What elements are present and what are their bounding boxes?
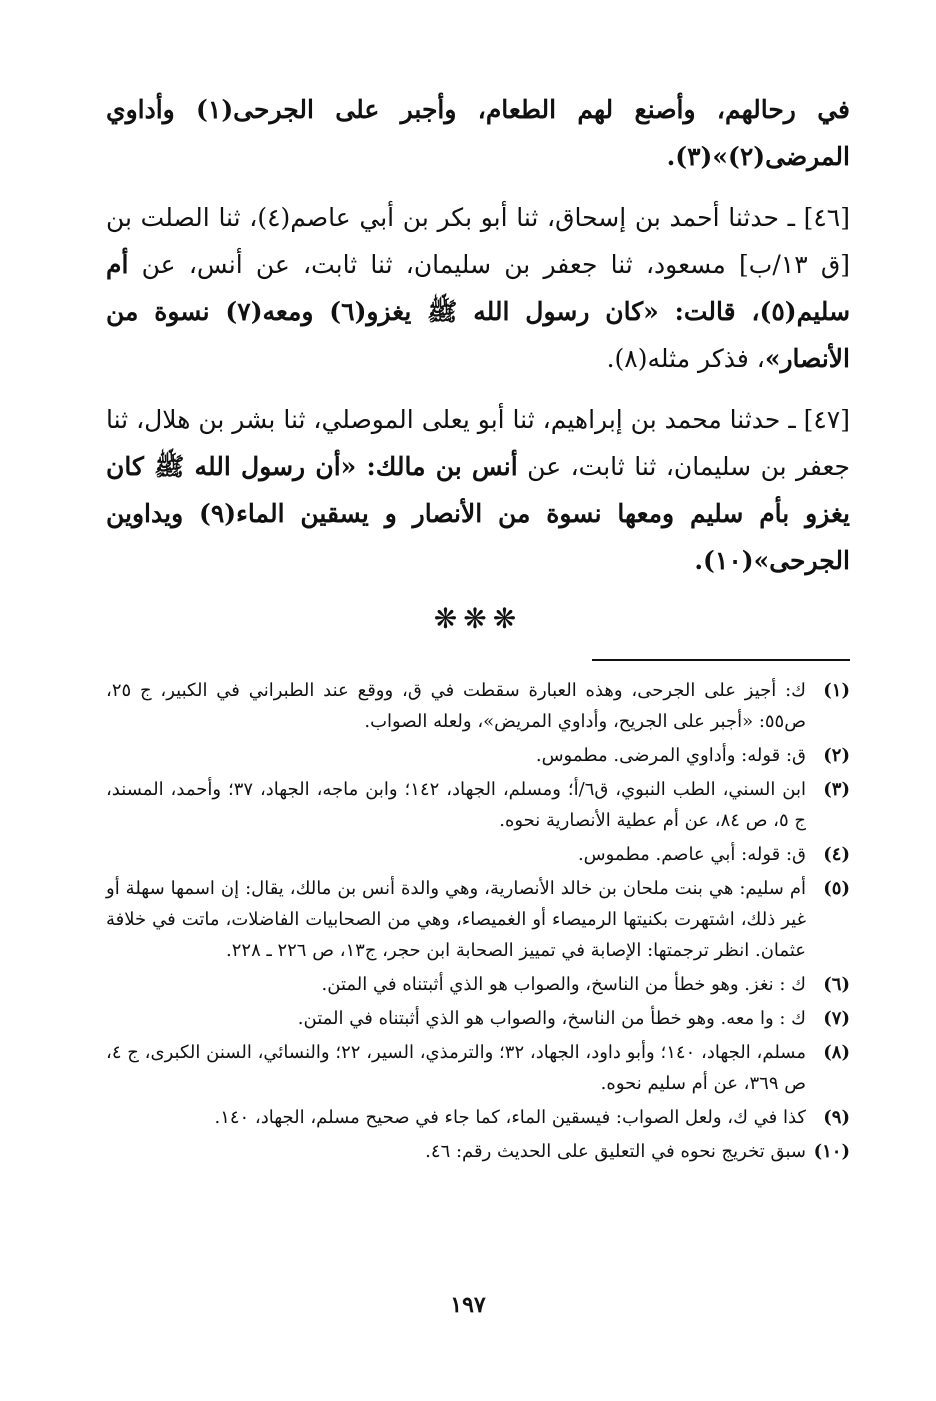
page-number: ١٩٧ (450, 1292, 486, 1318)
paragraph-1-segment-1: في رحالهم، وأصنع لهم الطعام، وأجبر على الجرحى(١) وأداوي المرضى(٢)»(٣). (106, 95, 850, 171)
footnote (106, 969, 850, 1000)
footnote-number: (١٠) (813, 1141, 850, 1162)
hadith-46-segment-3: ، فذكر مثله(٨). (606, 344, 765, 373)
hadith-46 (106, 194, 850, 382)
hadith-47-segment-1: [٤٧] ـ حدثنا محمد بن إبراهيم، ثنا أبو يعلى الموصلي، ثنا بشر بن هلال، ثنا جعفر بن سليمان، ثنا ثابت، عن (106, 405, 851, 481)
footnote (106, 1003, 850, 1034)
footnote-text: ك : وا معه. وهو خطأ من الناسخ، والصواب هو الذي أثبتناه في المتن. (297, 1008, 806, 1029)
footnote (106, 675, 850, 737)
hadith-46-segment-1: [٤٦] ـ حدثنا أحمد بن إسحاق، ثنا أبو بكر بن أبي عاصم(٤)، ثنا الصلت بن [ق ١٣/ب] مسعود، ثنا جعفر بن سليمان، ثنا ثابت، عن أنس، عن (106, 203, 850, 279)
footnote-number: (٣) (823, 779, 850, 800)
footnote-text: كذا في ك، ولعل الصواب: فيسقين الماء، كما جاء في صحيح مسلم، الجهاد، ١٤٠. (214, 1107, 806, 1128)
footnote (106, 1102, 850, 1133)
footnote (106, 1037, 850, 1099)
footnote-text: سبق تخريج نحوه في التعليق على الحديث رقم: ٤٦. (425, 1141, 806, 1162)
footnote-text: ق: قوله: أبي عاصم. مطموس. (577, 844, 806, 865)
hadith-47 (106, 396, 850, 584)
footnote-number: (٥) (823, 878, 850, 899)
footnote-text: أم سليم: هي بنت ملحان بن خالد الأنصارية، وهي والدة أنس بن مالك، يقال: إن اسمها سهلة أو غير ذلك، اشتهرت بكنيتها الرميصاء أو الغميصاء، وهي من الصحابيات الفاضلات، ماتت في خلافة عثمان. انظر ترجمتها: الإصابة في تمييز الصحابة ابن حجر، ج١٣، ص ٢٢٦ ـ ٢٢٨. (106, 878, 806, 961)
footnotes (106, 675, 850, 1167)
footnote-number: (٢) (823, 745, 850, 766)
footnote (106, 839, 850, 870)
footnote-number: (١) (823, 680, 850, 701)
footnote-number: (٨) (823, 1042, 850, 1063)
footnote-number: (٤) (823, 844, 850, 865)
footnote (106, 740, 850, 771)
footnote-text: ق: قوله: وأداوي المرضى. مطموس. (535, 745, 806, 766)
footnote-text: ك : نغز. وهو خطأ من الناسخ، والصواب هو الذي أثبتناه في المتن. (321, 974, 806, 995)
footnote-text: ك: أجيز على الجرحى، وهذه العبارة سقطت في ق، ووقع عند الطبراني في الكبير، ج ٢٥، ص٥٥: «أجبر على الجريح، وأداوي المريض»، ولعله الصواب. (106, 680, 806, 732)
hadith-46-segment-2: أم سليم(٥)، قالت: «كان رسول الله ﷺ يغزو(٦) ومعه(٧) نسوة من الأنصار» (106, 250, 851, 373)
footnote-text: ابن السني، الطب النبوي، ق٦/أ؛ ومسلم، الجهاد، ١٤٢؛ وابن ماجه، الجهاد، ٣٧؛ وأحمد، المسند، ج ٥، ص ٨٤، عن أم عطية الأنصارية نحوه. (106, 779, 806, 831)
footnote (106, 1136, 850, 1167)
footnote (106, 873, 850, 966)
paragraph-1 (106, 86, 850, 180)
main-text (106, 86, 850, 584)
footnote-divider (592, 659, 850, 661)
footnote-number: (٩) (823, 1107, 850, 1128)
hadith-47-segment-2: أنس بن مالك: «أن رسول الله ﷺ كان يغزو بأم سليم ومعها نسوة من الأنصار و يسقين الماء(٩) ويداوين الجرحى»(١٠). (106, 452, 851, 575)
section-separator: ❋❋❋ (433, 602, 523, 635)
footnote-number: (٦) (823, 974, 850, 995)
footnote-text: مسلم، الجهاد، ١٤٠؛ وأبو داود، الجهاد، ٣٢؛ والترمذي، السير، ٢٢؛ والنسائي، السنن الكبرى، ج ٤، ص ٣٦٩، عن أم سليم نحوه. (106, 1042, 806, 1094)
footnote (106, 774, 850, 836)
footnote-number: (٧) (823, 1008, 850, 1029)
